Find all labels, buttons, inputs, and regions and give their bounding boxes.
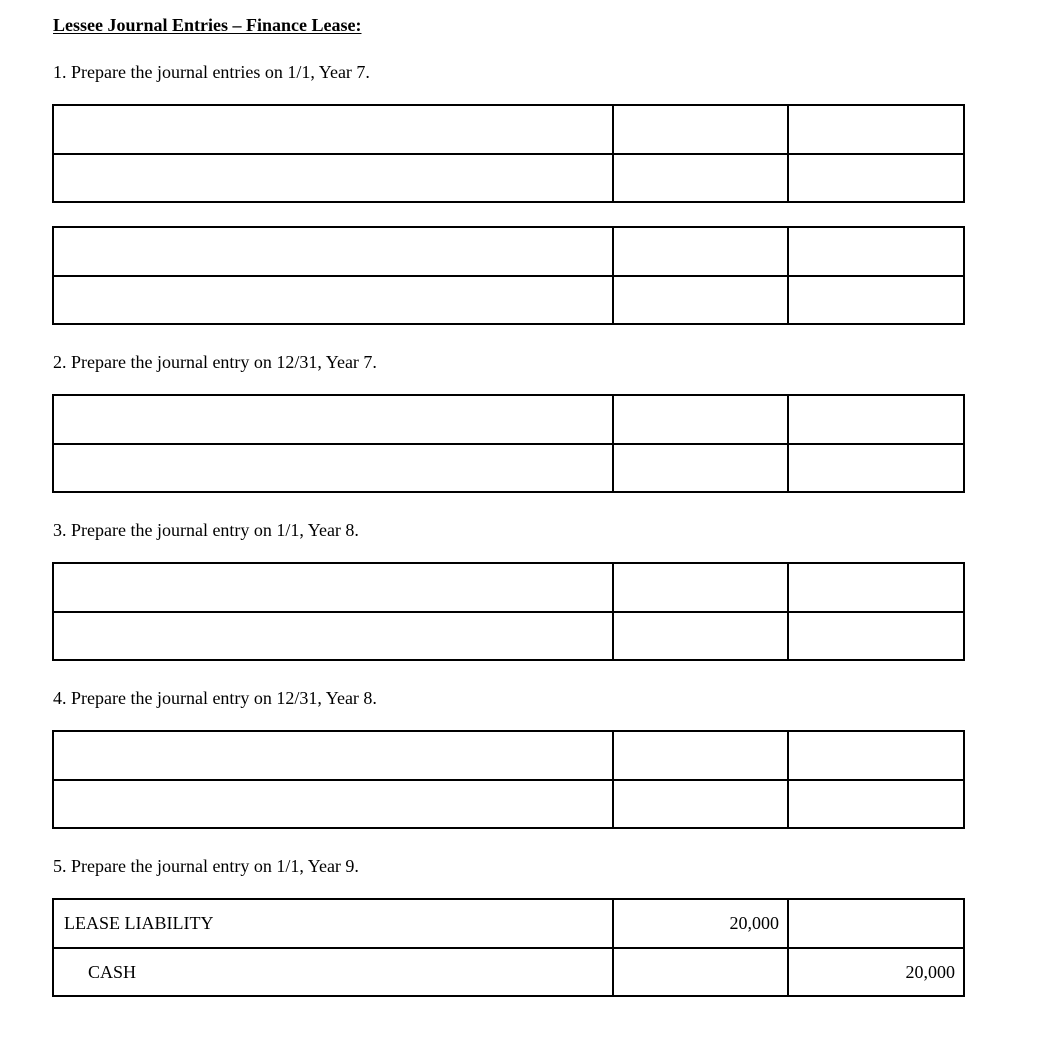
table-row — [53, 612, 964, 661]
journal-table-q1-b — [52, 226, 965, 325]
table-row — [53, 780, 964, 829]
credit-cell[interactable] — [788, 780, 964, 829]
table-row — [53, 276, 964, 325]
credit-cell[interactable] — [788, 563, 964, 612]
account-cell[interactable] — [53, 276, 613, 325]
question-5-prompt: 5. Prepare the journal entry on 1/1, Year 9. — [53, 856, 359, 876]
account-cell[interactable] — [53, 612, 613, 661]
table-row — [53, 731, 964, 780]
account-cell[interactable] — [53, 731, 613, 780]
account-cell[interactable] — [53, 105, 613, 154]
table-row — [53, 444, 964, 493]
account-cell[interactable] — [53, 227, 613, 276]
table-row — [53, 227, 964, 276]
page-title: Lessee Journal Entries – Finance Lease: — [53, 15, 362, 35]
journal-table-q1-a — [52, 104, 965, 203]
question-1-prompt: 1. Prepare the journal entries on 1/1, Year 7. — [53, 62, 370, 82]
credit-cell[interactable] — [788, 899, 964, 948]
debit-cell[interactable] — [613, 948, 788, 997]
credit-cell[interactable] — [788, 276, 964, 325]
debit-cell[interactable] — [613, 105, 788, 154]
account-cell[interactable] — [53, 444, 613, 493]
account-cell[interactable] — [53, 780, 613, 829]
debit-cell[interactable] — [613, 731, 788, 780]
credit-cell[interactable] — [788, 227, 964, 276]
credit-cell[interactable] — [788, 731, 964, 780]
table-row — [53, 899, 964, 948]
table-row — [53, 154, 964, 203]
credit-amount-cell[interactable]: 20,000 — [788, 948, 964, 997]
table-row — [53, 395, 964, 444]
credit-cell[interactable] — [788, 444, 964, 493]
debit-cell[interactable] — [613, 276, 788, 325]
debit-cell[interactable] — [613, 154, 788, 203]
account-cell[interactable] — [53, 154, 613, 203]
debit-account-cell[interactable]: LEASE LIABILITY — [53, 899, 613, 948]
journal-table-q5 — [52, 898, 965, 997]
table-row — [53, 563, 964, 612]
table-row — [53, 105, 964, 154]
journal-table-q4 — [52, 730, 965, 829]
account-cell[interactable] — [53, 395, 613, 444]
credit-cell[interactable] — [788, 154, 964, 203]
debit-cell[interactable] — [613, 227, 788, 276]
debit-amount-cell[interactable]: 20,000 — [613, 899, 788, 948]
credit-account-cell[interactable]: CASH — [53, 948, 613, 997]
journal-table-q2 — [52, 394, 965, 493]
table-row — [53, 948, 964, 997]
journal-table-q3 — [52, 562, 965, 661]
debit-cell[interactable] — [613, 780, 788, 829]
question-4-prompt: 4. Prepare the journal entry on 12/31, Year 8. — [53, 688, 377, 708]
debit-cell[interactable] — [613, 395, 788, 444]
debit-cell[interactable] — [613, 444, 788, 493]
credit-cell[interactable] — [788, 612, 964, 661]
account-cell[interactable] — [53, 563, 613, 612]
question-2-prompt: 2. Prepare the journal entry on 12/31, Year 7. — [53, 352, 377, 372]
credit-cell[interactable] — [788, 105, 964, 154]
debit-cell[interactable] — [613, 563, 788, 612]
debit-cell[interactable] — [613, 612, 788, 661]
question-3-prompt: 3. Prepare the journal entry on 1/1, Year 8. — [53, 520, 359, 540]
credit-cell[interactable] — [788, 395, 964, 444]
